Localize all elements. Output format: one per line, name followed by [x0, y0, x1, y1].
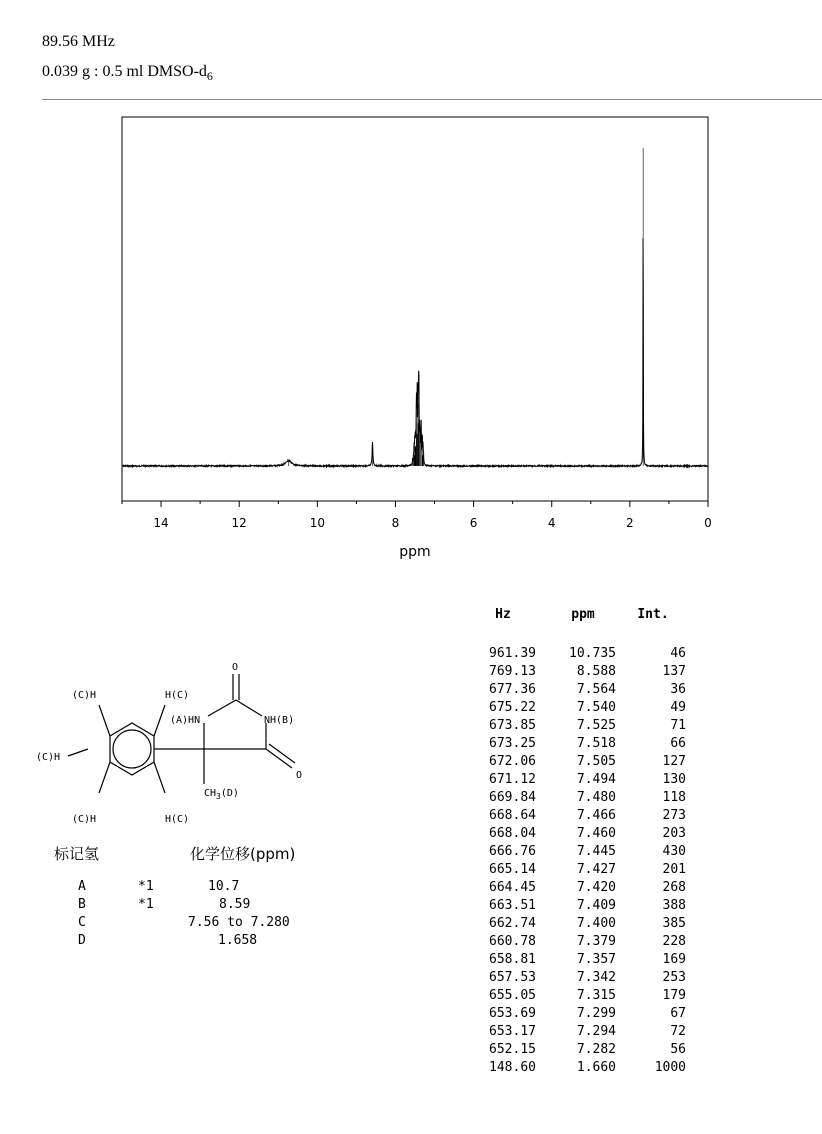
bond-h-top-left [99, 705, 110, 736]
label-ch-bottom-right: H(C) [165, 814, 190, 825]
assignment-shift-d: 1.658 [218, 933, 258, 948]
peak-table-hz: 668.64 [489, 808, 536, 823]
label-nh-b: NH(B) [264, 715, 295, 726]
assignment-label-a: A [78, 879, 86, 894]
bond-c2-n3 [236, 700, 262, 716]
label-methyl [204, 788, 239, 801]
peak-table-int: 71 [670, 718, 686, 733]
peak-table-hz: 657.53 [489, 970, 536, 985]
x-tick-label: 8 [391, 516, 400, 530]
assignment-label-b: B [78, 897, 86, 912]
peak-table-int: 49 [670, 700, 686, 715]
peak-table-header-hz: Hz [495, 607, 511, 622]
peak-table-int: 118 [662, 790, 686, 805]
x-tick-label: 14 [153, 516, 169, 530]
peak-table-hz: 660.78 [489, 934, 536, 949]
sample-subscript: 6 [206, 69, 213, 84]
assignment-shift-b: 8.59 [219, 897, 251, 912]
bond-h-top-right [154, 705, 165, 736]
x-tick-label: 6 [469, 516, 478, 530]
assignment-label-c: C [78, 915, 86, 930]
peak-table-hz: 652.15 [489, 1042, 536, 1057]
peak-table-int: 430 [662, 844, 686, 859]
aromatic-circle [113, 730, 151, 768]
peak-table-int: 130 [662, 772, 686, 787]
x-axis-label: ppm [399, 544, 431, 560]
x-tick-label: 2 [626, 516, 634, 530]
peak-table-ppm: 7.525 [576, 718, 616, 733]
benzene-ring [110, 723, 154, 775]
assignment-label-d: D [78, 933, 86, 948]
peak-table-ppm: 10.735 [569, 646, 616, 661]
peak-table-int: 228 [662, 934, 686, 949]
peak-table-ppm: 7.282 [576, 1042, 616, 1057]
peak-table-ppm: 7.540 [576, 700, 616, 715]
sample-text: 0.039 g : 0.5 ml DMSO-d [42, 63, 207, 80]
bond-n1-c2 [208, 700, 236, 716]
peak-table-ppm: 7.299 [576, 1006, 616, 1021]
bond-h-left [68, 749, 88, 756]
assignment-shift-c: 7.56 to 7.280 [188, 915, 290, 930]
peak-table-hz: 677.36 [489, 682, 536, 697]
peak-table-hz: 662.74 [489, 916, 536, 931]
peak-table-hz: 675.22 [489, 700, 536, 715]
peak-table-int: 56 [670, 1042, 686, 1057]
peak-table-int: 46 [670, 646, 686, 661]
peak-table-ppm: 7.315 [576, 988, 616, 1003]
peak-table-hz: 666.76 [489, 844, 536, 859]
peak-table-header-int: Int. [637, 607, 669, 622]
label-ch-left: (C)H [36, 752, 61, 763]
peak-table-ppm: 7.357 [576, 952, 616, 967]
peak-table-int: 36 [670, 682, 686, 697]
bond-h-bottom-left [99, 762, 110, 793]
peak-table-ppm: 7.518 [576, 736, 616, 751]
peak-table-hz: 664.45 [489, 880, 536, 895]
peak-table-int: 268 [662, 880, 686, 895]
peak-table-int: 66 [670, 736, 686, 751]
peak-table-int: 72 [670, 1024, 686, 1039]
label-ch-bottom-left: (C)H [72, 814, 97, 825]
methyl-tag: (D) [220, 788, 239, 799]
label-oxygen-top: O [232, 662, 239, 673]
peak-table-ppm: 7.480 [576, 790, 616, 805]
peak-table-ppm: 7.460 [576, 826, 616, 841]
assignment-note-b: *1 [138, 897, 154, 912]
peak-table-ppm: 1.660 [576, 1060, 616, 1075]
peak-table-hz: 668.04 [489, 826, 536, 841]
peak-table-int: 385 [662, 916, 686, 931]
peak-table-hz: 658.81 [489, 952, 536, 967]
peak-table-ppm: 7.564 [576, 682, 616, 697]
peak-table-int: 179 [662, 988, 686, 1003]
spectrometer-frequency: 89.56 MHz [42, 33, 115, 50]
assignment-shift-header: 化学位移(ppm) [190, 845, 296, 863]
peak-table-hz: 653.69 [489, 1006, 536, 1021]
peak-table-ppm: 7.445 [576, 844, 616, 859]
peak-table-ppm: 7.409 [576, 898, 616, 913]
label-oxygen-right: O [296, 770, 303, 781]
peak-table-ppm: 7.505 [576, 754, 616, 769]
methyl-subscript: 3 [216, 792, 221, 801]
peak-marks [289, 148, 644, 466]
molecular-structure [0, 0, 330, 830]
label-ch-top-right: H(C) [165, 690, 190, 701]
peak-table-hz: 673.25 [489, 736, 536, 751]
peak-table-int: 137 [662, 664, 686, 679]
peak-table-int: 388 [662, 898, 686, 913]
peak-table-int: 201 [662, 862, 686, 877]
label-ch-top-left: (C)H [72, 690, 97, 701]
peak-table-hz: 961.39 [489, 646, 536, 661]
assignment-label-header: 标记氢 [54, 845, 100, 863]
peak-table-hz: 655.05 [489, 988, 536, 1003]
peak-table-hz: 673.85 [489, 718, 536, 733]
peak-table-hz: 665.14 [489, 862, 536, 877]
peak-table-ppm: 8.588 [576, 664, 616, 679]
x-tick-label: 12 [231, 516, 247, 530]
peak-table-hz: 148.60 [489, 1060, 536, 1075]
peak-table-int: 273 [662, 808, 686, 823]
peak-table-int: 169 [662, 952, 686, 967]
peak-table-ppm: 7.342 [576, 970, 616, 985]
peak-table-ppm: 7.494 [576, 772, 616, 787]
x-tick-label: 0 [704, 516, 712, 530]
peak-table-ppm: 7.379 [576, 934, 616, 949]
assignment-shift-a: 10.7 [208, 879, 240, 894]
methyl-ch: CH [204, 788, 217, 799]
peak-table-ppm: 7.420 [576, 880, 616, 895]
peak-table-hz: 663.51 [489, 898, 536, 913]
peak-table-ppm: 7.400 [576, 916, 616, 931]
x-tick-label: 10 [309, 516, 325, 530]
peak-table-int: 253 [662, 970, 686, 985]
peak-table-int: 127 [662, 754, 686, 769]
peak-table-int: 1000 [654, 1060, 686, 1075]
peak-table-hz: 669.84 [489, 790, 536, 805]
peak-table-header-ppm: ppm [571, 607, 595, 622]
peak-table-hz: 672.06 [489, 754, 536, 769]
peak-table-ppm: 7.427 [576, 862, 616, 877]
label-nh-a: (A)HN [170, 715, 201, 726]
peak-table-int: 203 [662, 826, 686, 841]
peak-table-ppm: 7.466 [576, 808, 616, 823]
peak-table-hz: 671.12 [489, 772, 536, 787]
peak-table-hz: 769.13 [489, 664, 536, 679]
assignment-note-a: *1 [138, 879, 154, 894]
x-tick-label: 4 [547, 516, 556, 530]
bond-h-bottom-right [154, 762, 165, 793]
peak-table-hz: 653.17 [489, 1024, 536, 1039]
peak-table-ppm: 7.294 [576, 1024, 616, 1039]
peak-table-int: 67 [670, 1006, 686, 1021]
